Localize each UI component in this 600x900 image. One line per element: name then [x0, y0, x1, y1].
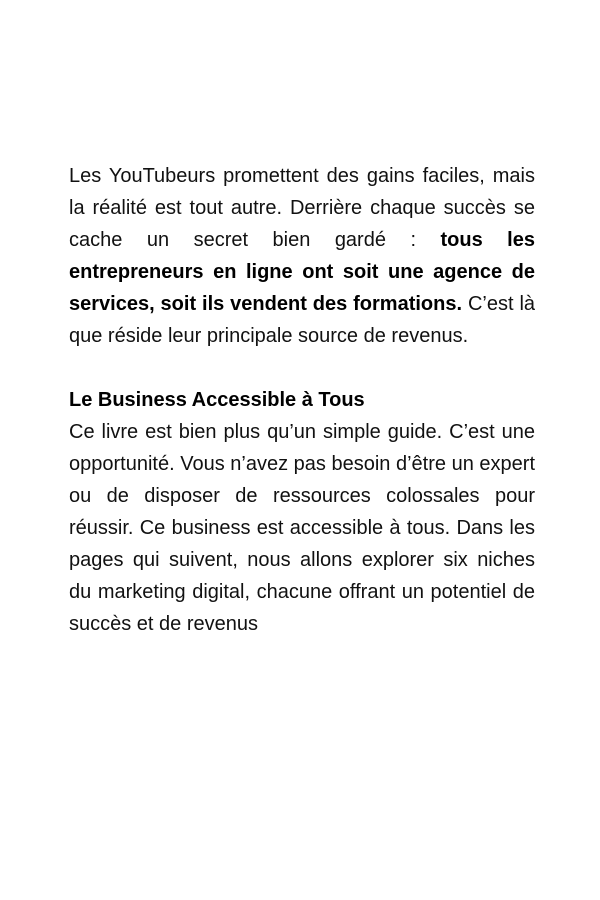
- section-heading: Le Business Accessible à Tous: [69, 389, 365, 411]
- document-content: [69, 160, 535, 640]
- intro-paragraph: [69, 160, 535, 352]
- intro-text-before: Les YouTubeurs promettent des gains faciles, mais la réalité est tout autre. Derrière chaque succès se cache un secret bien gardé :: [69, 165, 535, 251]
- section-body: Ce livre est bien plus qu’un simple guide. C’est une opportunité. Vous n’avez pas besoin d’être un expert ou de disposer de ressources colossales pour réussir. Ce business est accessible à tous. Dans les pages qui suivent, nous allons explorer six niches du marketing digital, chacune offrant un potentiel de succès et de revenus: [69, 421, 535, 635]
- intro-bold-text: tous les entrepreneurs en ligne ont soit une agence de services, soit ils vendent des formations.: [69, 229, 535, 315]
- intro-text-after: C’est là que réside leur principale source de revenus.: [69, 293, 536, 347]
